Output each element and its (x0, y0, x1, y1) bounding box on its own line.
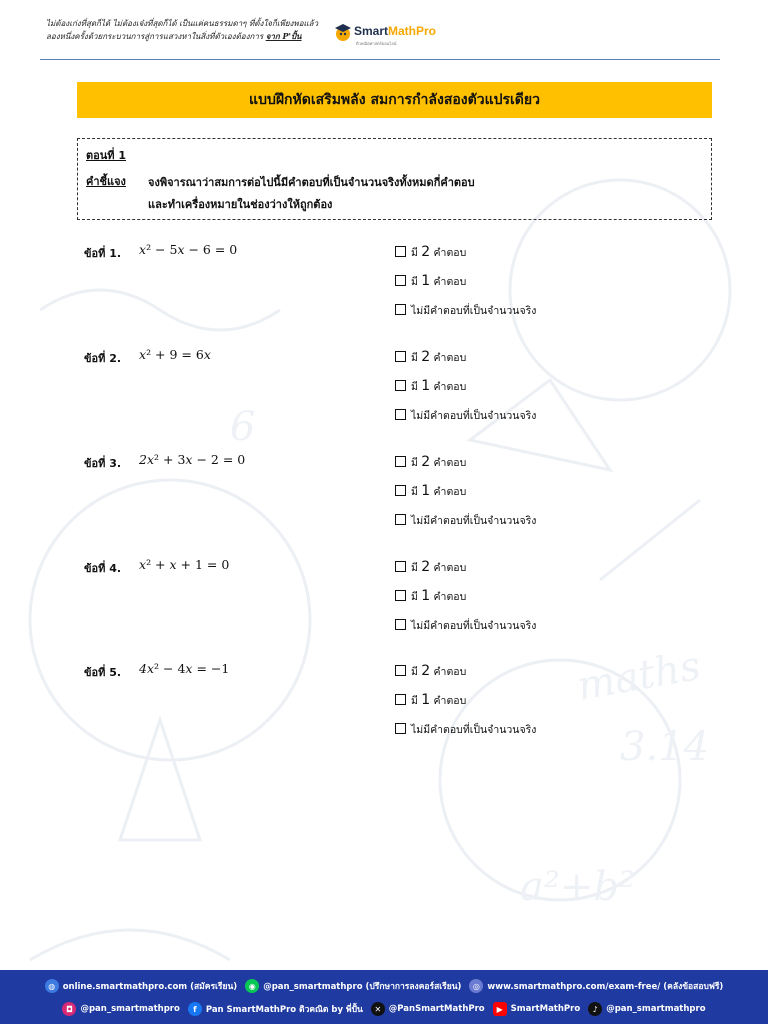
option-number: 2 (421, 454, 431, 470)
question-equation (139, 452, 245, 467)
footer-exam-text: www.smartmathpro.com/exam-free/ (คลังข้อสอบฟรี) (487, 982, 724, 992)
svg-text:6: 6 (230, 404, 256, 450)
page-header (40, 16, 720, 56)
tagline-line-2-text: ลองหนึ่งครั้งด้วยกระบวนการสู่การแสวงหาในสิ่งที่ตัวเองต้องการ (46, 32, 264, 41)
smartmathpro-logo (334, 20, 454, 50)
option-label (411, 663, 466, 680)
logo-subtitle: ติวคณิตศาสตร์ออนไลน์ (356, 41, 397, 46)
checkbox[interactable] (395, 485, 406, 496)
option-label: ไม่มีคำตอบที่เป็นจำนวนจริง (411, 410, 537, 422)
option-prefix: มี (411, 486, 422, 498)
option-number: 1 (421, 692, 431, 708)
eq-term-b: x (185, 661, 193, 676)
option-label (411, 273, 466, 290)
option-prefix: มี (411, 352, 422, 364)
footer-facebook-text: Pan SmartMathPro ติวคณิต by พี่ปั้น (205, 1005, 363, 1015)
option-suffix: คำตอบ (430, 562, 467, 574)
question-equation (139, 557, 229, 572)
option-number: 1 (421, 588, 431, 604)
option-label (411, 378, 466, 395)
footer-line-link[interactable] (245, 979, 461, 993)
graduation-cap-icon (334, 22, 352, 42)
eq-term-rest: ² − 4 (154, 661, 186, 676)
question-2 (84, 347, 724, 437)
option-label (411, 483, 466, 500)
option-one-answer[interactable] (395, 690, 655, 710)
tiktok-icon: ♪ (588, 1002, 602, 1016)
option-number: 2 (421, 244, 431, 260)
eq-term-tail: + 1 = 0 (176, 557, 230, 572)
eq-term-a: 4x (139, 661, 155, 676)
checkbox[interactable] (395, 619, 406, 630)
option-prefix: มี (411, 666, 422, 678)
option-label: ไม่มีคำตอบที่เป็นจำนวนจริง (411, 724, 537, 736)
eq-term-rest: ² − 5 (146, 242, 178, 257)
footer-website-text: online.smartmathpro.com (สมัครเรียน) (62, 982, 238, 992)
header-divider (40, 59, 720, 60)
option-suffix: คำตอบ (430, 591, 467, 603)
option-prefix: มี (411, 276, 422, 288)
option-suffix: คำตอบ (430, 352, 467, 364)
option-number: 1 (421, 378, 431, 394)
option-number: 1 (421, 483, 431, 499)
checkbox[interactable] (395, 665, 406, 676)
question-label: ข้อที่ 2. (84, 352, 122, 365)
checkbox[interactable] (395, 694, 406, 705)
footer-website-link[interactable] (45, 979, 238, 993)
eq-term-tail: = −1 (192, 661, 230, 676)
footer-youtube-link[interactable] (493, 1002, 581, 1016)
option-suffix: คำตอบ (430, 695, 467, 707)
facebook-icon: f (188, 1002, 202, 1016)
option-prefix: มี (411, 457, 422, 469)
instagram-icon: ◘ (62, 1002, 76, 1016)
instructions-label: คำชี้แจง (86, 175, 126, 188)
option-no-real-answer[interactable] (395, 510, 655, 530)
worksheet-title: แบบฝึกหัดเสริมพลัง สมการกำลังสองตัวแปรเดียว (249, 92, 540, 108)
option-suffix: คำตอบ (430, 381, 467, 393)
instructions-text (148, 172, 688, 216)
logo-text (354, 24, 436, 38)
youtube-icon: ▶ (493, 1002, 507, 1016)
eq-term-tail: − 2 = 0 (192, 452, 246, 467)
footer-row-1 (0, 979, 768, 993)
option-suffix: คำตอบ (430, 457, 467, 469)
option-number: 2 (421, 559, 431, 575)
footer-instagram-text: @pan_smartmathpro (80, 1004, 180, 1014)
question-equation (139, 661, 229, 676)
option-one-answer[interactable] (395, 271, 655, 291)
instructions-line-1: จงพิจารณาว่าสมการต่อไปนี้มีคำตอบที่เป็นจำนวนจริงทั้งหมดกี่คำตอบ (148, 176, 475, 189)
footer-tiktok-link[interactable] (588, 1002, 705, 1016)
option-two-answers[interactable] (395, 557, 655, 577)
checkbox[interactable] (395, 246, 406, 257)
globe-icon: ◍ (45, 979, 59, 993)
eq-term-rest: ² + 3 (154, 452, 186, 467)
option-two-answers[interactable] (395, 661, 655, 681)
option-two-answers[interactable] (395, 242, 655, 262)
option-suffix: คำตอบ (430, 486, 467, 498)
eq-term-rest: ² + 9 = 6 (146, 347, 204, 362)
eq-term-tail: − 6 = 0 (184, 242, 238, 257)
footer-facebook-link[interactable] (188, 1002, 363, 1016)
worksheet-title-bar (77, 82, 712, 118)
option-suffix: คำตอบ (430, 666, 467, 678)
checkbox[interactable] (395, 351, 406, 362)
checkbox[interactable] (395, 723, 406, 734)
question-equation (139, 347, 211, 362)
option-one-answer[interactable] (395, 586, 655, 606)
option-prefix: มี (411, 695, 422, 707)
checkbox[interactable] (395, 514, 406, 525)
option-label (411, 454, 466, 471)
logo-text-part2: MathPro (388, 24, 437, 38)
line-chat-icon: ◉ (245, 979, 259, 993)
checkbox[interactable] (395, 590, 406, 601)
eq-term-a: x (139, 347, 147, 362)
checkbox[interactable] (395, 380, 406, 391)
page-footer (0, 970, 768, 1024)
option-label: ไม่มีคำตอบที่เป็นจำนวนจริง (411, 620, 537, 632)
option-suffix: คำตอบ (430, 276, 467, 288)
option-prefix: มี (411, 247, 422, 259)
option-number: 2 (421, 349, 431, 365)
option-label: ไม่มีคำตอบที่เป็นจำนวนจริง (411, 515, 537, 527)
option-one-answer[interactable] (395, 376, 655, 396)
checkbox[interactable] (395, 275, 406, 286)
eq-term-b: x (169, 557, 177, 572)
option-label: ไม่มีคำตอบที่เป็นจำนวนจริง (411, 305, 537, 317)
question-label: ข้อที่ 5. (84, 666, 122, 679)
option-prefix: มี (411, 381, 422, 393)
question-label: ข้อที่ 4. (84, 562, 122, 575)
option-no-real-answer[interactable] (395, 615, 655, 635)
question-equation (139, 242, 237, 257)
eq-term-b: x (203, 347, 211, 362)
svg-text:a²+b²: a²+b² (520, 864, 636, 910)
eq-term-b: x (177, 242, 185, 257)
option-number: 1 (421, 273, 431, 289)
instructions-part: ตอนที่ 1 (86, 149, 127, 162)
eq-term-a: x (139, 242, 147, 257)
x-icon: ✕ (371, 1002, 385, 1016)
footer-exam-link[interactable] (469, 979, 723, 993)
question-label: ข้อที่ 1. (84, 247, 122, 260)
checkbox[interactable] (395, 304, 406, 315)
question-1 (84, 242, 724, 332)
web-icon: ◎ (469, 979, 483, 993)
eq-term-a: 2x (139, 452, 155, 467)
svg-text:maths: maths (573, 642, 704, 710)
eq-term-a: x (139, 557, 147, 572)
option-no-real-answer[interactable] (395, 719, 655, 739)
tagline-line-2 (46, 30, 336, 43)
option-label (411, 588, 466, 605)
option-label (411, 559, 466, 576)
question-3 (84, 452, 724, 542)
option-no-real-answer[interactable] (395, 300, 655, 320)
question-4 (84, 557, 724, 647)
footer-row-2 (0, 1002, 768, 1016)
footer-youtube-text: SmartMathPro (510, 1004, 581, 1014)
option-suffix: คำตอบ (430, 247, 467, 259)
option-two-answers[interactable] (395, 347, 655, 367)
question-label: ข้อที่ 3. (84, 457, 122, 470)
tagline-signature: จาก P'ปั้น (265, 31, 302, 41)
checkbox[interactable] (395, 561, 406, 572)
footer-instagram-link[interactable] (62, 1002, 179, 1016)
instructions-box (77, 138, 712, 220)
footer-x-text: @PanSmartMathPro (388, 1004, 485, 1014)
logo-text-part1: Smart (354, 24, 389, 38)
footer-x-link[interactable] (371, 1002, 485, 1016)
option-no-real-answer[interactable] (395, 405, 655, 425)
question-5 (84, 661, 724, 751)
svg-text:3.14: 3.14 (620, 724, 710, 770)
option-prefix: มี (411, 562, 422, 574)
instructions-line-2: และทำเครื่องหมายในช่องว่างให้ถูกต้อง (148, 198, 333, 211)
option-label (411, 692, 466, 709)
eq-term-rest: ² + (146, 557, 170, 572)
checkbox[interactable] (395, 409, 406, 420)
footer-tiktok-text: @pan_smartmathpro (606, 1004, 706, 1014)
option-number: 2 (421, 663, 431, 679)
tagline-line-1: ไม่ต้องเก่งที่สุดก็ได้ ไม่ต้องเจ๋งที่สุดก็ได้ เป็นแค่คนธรรมดาๆ ที่ตั้งใจก็เพียงพอแล้ว (46, 19, 319, 28)
option-label (411, 244, 466, 261)
option-prefix: มี (411, 591, 422, 603)
option-label (411, 349, 466, 366)
header-tagline (46, 18, 336, 43)
option-one-answer[interactable] (395, 481, 655, 501)
eq-term-b: x (185, 452, 193, 467)
checkbox[interactable] (395, 456, 406, 467)
option-two-answers[interactable] (395, 452, 655, 472)
footer-line-text: @pan_smartmathpro (ปรึกษาการลงคอร์สเรียน) (263, 982, 462, 992)
